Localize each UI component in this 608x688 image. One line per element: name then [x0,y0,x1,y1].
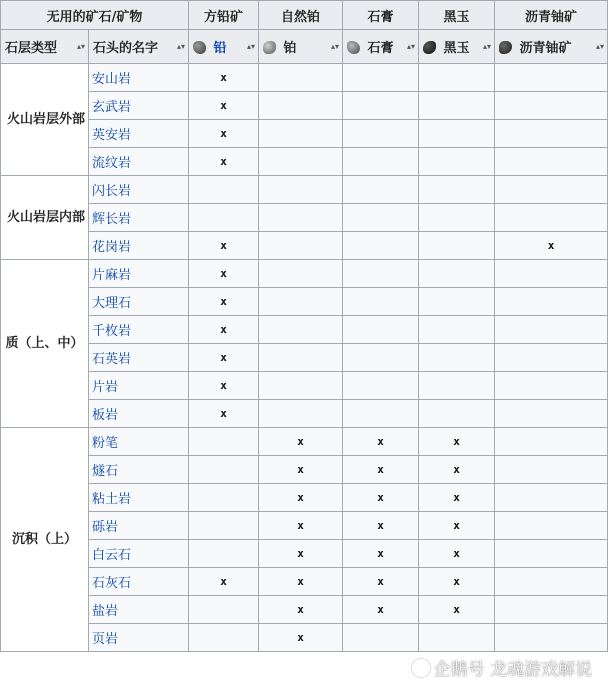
gypsum-ore-icon [347,41,360,54]
penguin-logo-icon [412,659,430,677]
presence-mark-cell: x [259,596,343,624]
presence-mark-cell [343,204,419,232]
table-row [1,176,608,204]
header-mineral-galena[interactable]: 方铅矿 [189,1,259,30]
presence-mark-cell [343,148,419,176]
presence-mark-cell [189,540,259,568]
presence-mark-cell: x [419,540,495,568]
presence-mark-cell [259,400,343,428]
presence-mark-cell [495,512,608,540]
rock-name-link[interactable]: 石灰石 [89,568,189,596]
presence-mark-cell [259,148,343,176]
presence-mark-cell: x [419,568,495,596]
presence-mark-cell [419,316,495,344]
presence-mark-cell [343,232,419,260]
table-row [1,204,608,232]
jet-ore-icon [423,41,436,54]
sort-header-gypsum[interactable] [343,30,419,64]
presence-mark-cell [259,232,343,260]
presence-mark-cell [189,204,259,232]
table-row [1,232,608,260]
watermark-text: 企鹅号 龙魂游戏解说 [433,660,592,680]
rock-name-link[interactable]: 安山岩 [89,64,189,92]
presence-mark-cell [259,120,343,148]
sort-arrows-icon[interactable]: ▴▾ [246,41,255,51]
galena-ore-icon [193,41,206,54]
presence-mark-cell [419,232,495,260]
rock-name-link[interactable]: 燧石 [89,456,189,484]
rock-name-link[interactable]: 片麻岩 [89,260,189,288]
presence-mark-cell: x [189,400,259,428]
presence-mark-cell: x [419,456,495,484]
presence-mark-cell [495,176,608,204]
presence-mark-cell: x [259,512,343,540]
header-mineral-gypsum[interactable]: 石膏 [343,1,419,30]
presence-mark-cell [495,120,608,148]
presence-mark-cell [259,372,343,400]
presence-mark-cell [419,204,495,232]
presence-mark-cell: x [343,512,419,540]
presence-mark-cell: x [419,512,495,540]
rock-name-link[interactable]: 玄武岩 [89,92,189,120]
presence-mark-cell: x [189,372,259,400]
presence-mark-cell [419,372,495,400]
table-row [1,456,608,484]
sort-header-jet[interactable] [419,30,495,64]
table-row [1,512,608,540]
presence-mark-cell [495,400,608,428]
presence-mark-cell [495,568,608,596]
presence-mark-cell [189,512,259,540]
presence-mark-cell [259,316,343,344]
presence-mark-cell: x [343,484,419,512]
presence-mark-cell [259,204,343,232]
table-row [1,120,608,148]
presence-mark-cell [495,316,608,344]
table-row [1,428,608,456]
header-corner: 无用的矿石/矿物 [1,1,189,30]
presence-mark-cell [419,120,495,148]
presence-mark-cell [189,176,259,204]
presence-mark-cell [343,624,419,652]
table-row [1,624,608,652]
sort-header-label[interactable]: 铅 [213,41,227,56]
rock-name-link[interactable]: 片岩 [89,372,189,400]
presence-mark-cell [343,400,419,428]
sort-header-label: 铂 [283,41,297,56]
presence-mark-cell [343,176,419,204]
header-mineral-pitchblende[interactable]: 沥青铀矿 [495,1,608,30]
presence-mark-cell [259,64,343,92]
sort-header-label: 石头的名字 [93,41,159,56]
presence-mark-cell [419,288,495,316]
presence-mark-cell [419,400,495,428]
sort-arrows-icon[interactable]: ▴▾ [330,41,339,51]
rock-name-link[interactable]: 千枚岩 [89,316,189,344]
table-row [1,344,608,372]
header-mineral-platinum[interactable]: 自然铂 [259,1,343,30]
presence-mark-cell [495,624,608,652]
presence-mark-cell: x [189,316,259,344]
presence-mark-cell: x [259,484,343,512]
presence-mark-cell [343,288,419,316]
sort-header-label: 沥青铀矿 [519,41,572,56]
presence-mark-cell: x [189,120,259,148]
presence-mark-cell: x [259,568,343,596]
presence-mark-cell [495,148,608,176]
presence-mark-cell: x [419,596,495,624]
presence-mark-cell [343,92,419,120]
table-row [1,148,608,176]
presence-mark-cell [343,260,419,288]
table-row [1,540,608,568]
presence-mark-cell [343,120,419,148]
table-row [1,288,608,316]
sort-arrows-icon[interactable]: ▴▾ [76,41,85,51]
presence-mark-cell [419,92,495,120]
presence-mark-cell [495,484,608,512]
presence-mark-cell [495,92,608,120]
sort-arrows-icon[interactable]: ▴▾ [406,41,415,51]
presence-mark-cell [495,540,608,568]
rock-name-link[interactable]: 大理石 [89,288,189,316]
sort-header-lead[interactable] [189,30,259,64]
rock-name-link[interactable]: 盐岩 [89,596,189,624]
rock-name-link[interactable]: 白云石 [89,540,189,568]
rock-name-link[interactable]: 粉笔 [89,428,189,456]
sort-header-label: 石膏 [367,41,394,56]
table-row [1,568,608,596]
presence-mark-cell: x [259,624,343,652]
rock-name-link[interactable]: 英安岩 [89,120,189,148]
presence-mark-cell [189,484,259,512]
presence-mark-cell [495,372,608,400]
presence-mark-cell [343,64,419,92]
rock-name-link[interactable]: 板岩 [89,400,189,428]
presence-mark-cell: x [189,344,259,372]
rock-name-link[interactable]: 闪长岩 [89,176,189,204]
presence-mark-cell: x [259,456,343,484]
sort-arrows-icon[interactable]: ▴▾ [595,41,604,51]
header-mineral-jet[interactable]: 黑玉 [419,1,495,30]
presence-mark-cell [259,288,343,316]
sort-header-platinum[interactable] [259,30,343,64]
presence-mark-cell [259,260,343,288]
presence-mark-cell [259,92,343,120]
sortable-header-row [1,30,608,64]
sort-header-rock-name[interactable] [89,30,189,64]
layer-type-cell: 沉积（上） [1,428,89,652]
presence-mark-cell [343,344,419,372]
presence-mark-cell: x [343,428,419,456]
layer-type-cell: 火山岩层内部 [1,176,89,260]
rock-name-link[interactable]: 石英岩 [89,344,189,372]
presence-mark-cell [259,176,343,204]
presence-mark-cell: x [259,540,343,568]
table-row [1,64,608,92]
presence-mark-cell [419,64,495,92]
presence-mark-cell [495,260,608,288]
sort-header-label: 黑玉 [443,41,470,56]
presence-mark-cell [419,344,495,372]
presence-mark-cell [189,624,259,652]
sort-arrows-icon[interactable]: ▴▾ [176,41,185,51]
presence-mark-cell: x [189,260,259,288]
presence-mark-cell [495,288,608,316]
presence-mark-cell [419,176,495,204]
sort-header-layer-type[interactable] [1,30,89,64]
presence-mark-cell [189,428,259,456]
presence-mark-cell [343,316,419,344]
presence-mark-cell [419,148,495,176]
table-row [1,596,608,624]
presence-mark-cell [495,204,608,232]
layer-type-cell: 质（上、中） [1,260,89,428]
presence-mark-cell: x [259,428,343,456]
presence-mark-cell [495,596,608,624]
presence-mark-cell: x [419,484,495,512]
presence-mark-cell: x [189,92,259,120]
table-body [1,64,608,652]
presence-mark-cell [495,428,608,456]
presence-mark-cell: x [343,596,419,624]
sort-header-pitchblende[interactable] [495,30,608,64]
rock-name-link[interactable]: 粘土岩 [89,484,189,512]
presence-mark-cell [189,596,259,624]
presence-mark-cell: x [189,232,259,260]
presence-mark-cell: x [419,428,495,456]
rock-name-link[interactable]: 流纹岩 [89,148,189,176]
watermark [412,655,592,680]
presence-mark-cell: x [495,232,608,260]
sort-header-label: 石层类型 [5,41,58,56]
presence-mark-cell [495,64,608,92]
table-row [1,372,608,400]
platinum-ore-icon [263,41,276,54]
presence-mark-cell [495,344,608,372]
rock-name-link[interactable]: 页岩 [89,624,189,652]
presence-mark-cell: x [343,456,419,484]
rock-name-link[interactable]: 砾岩 [89,512,189,540]
rock-name-link[interactable]: 辉长岩 [89,204,189,232]
presence-mark-cell: x [189,148,259,176]
presence-mark-cell [189,456,259,484]
presence-mark-cell: x [189,288,259,316]
table-row [1,260,608,288]
pitchblende-ore-icon [499,41,512,54]
presence-mark-cell [495,456,608,484]
table-row [1,400,608,428]
table-row [1,92,608,120]
sort-arrows-icon[interactable]: ▴▾ [482,41,491,51]
table-row [1,484,608,512]
presence-mark-cell: x [189,64,259,92]
layer-type-cell: 火山岩层外部 [1,64,89,176]
presence-mark-cell [419,624,495,652]
presence-mark-cell [259,344,343,372]
presence-mark-cell: x [189,568,259,596]
presence-mark-cell [343,372,419,400]
presence-mark-cell [419,260,495,288]
table-row [1,316,608,344]
rock-name-link[interactable]: 花岗岩 [89,232,189,260]
presence-mark-cell: x [343,540,419,568]
presence-mark-cell: x [343,568,419,596]
mineral-header-row [1,1,608,30]
